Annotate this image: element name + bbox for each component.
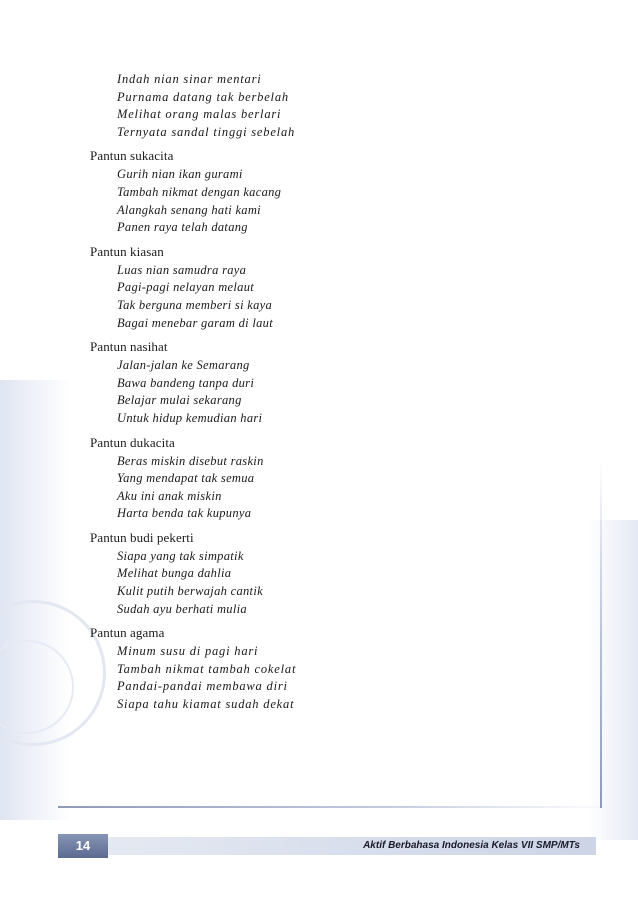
stanza-lines: [117, 453, 550, 523]
stanza-heading: Pantun budi pekerti: [90, 529, 194, 545]
stanza-heading: Pantun dukacita: [90, 434, 175, 450]
pantun-stanza: [90, 71, 550, 141]
stanza-lines: [117, 71, 550, 141]
pantun-stanza: [90, 529, 550, 618]
pantun-line: Purnama datang tak berbelah: [117, 89, 289, 104]
stanza-lines: [117, 166, 550, 236]
pantun-line: Luas nian samudra raya: [117, 262, 247, 277]
pantun-stanza: [90, 338, 550, 427]
background-decoration-right: [588, 520, 638, 840]
pantun-line: Alangkah senang hati kami: [117, 202, 261, 217]
pantun-stanza: [90, 624, 550, 713]
page-number: 14: [58, 834, 108, 858]
stanza-heading: Pantun sukacita: [90, 148, 174, 164]
pantun-line: Indah nian sinar mentari: [117, 72, 262, 86]
stanza-heading: Pantun nasihat: [90, 339, 168, 355]
pantun-line: Yang mendapat tak semua: [117, 471, 255, 486]
pantun-stanza: [90, 434, 550, 523]
pantun-line: Ternyata sandal tinggi sebelah: [117, 124, 296, 139]
pantun-line: Untuk hidup kemudian hari: [117, 410, 263, 425]
pantun-line: Beras miskin disebut raskin: [117, 453, 264, 468]
pantun-line: Siapa yang tak simpatik: [117, 548, 244, 563]
pantun-line: Melihat orang malas berlari: [117, 107, 282, 122]
page-frame-bottom: [58, 806, 614, 808]
pantun-line: Belajar mulai sekarang: [117, 393, 242, 408]
stanza-heading: Pantun kiasan: [90, 243, 164, 259]
pantun-line: Tambah nikmat tambah cokelat: [117, 661, 297, 676]
pantun-line: Kulit putih berwajah cantik: [117, 584, 263, 599]
pantun-line: Tak berguna memberi si kaya: [117, 297, 273, 312]
stanza-lines: [117, 262, 550, 332]
pantun-line: Minum susu di pagi hari: [117, 644, 259, 659]
pantun-line: Sudah ayu berhati mulia: [117, 601, 247, 616]
pantun-line: Tambah nikmat dengan kacang: [117, 184, 282, 199]
pantun-line: Gurih nian ikan gurami: [117, 167, 243, 182]
pantun-line: Bagai menebar garam di laut: [117, 315, 274, 330]
pantun-stanza: [90, 243, 550, 332]
pantun-line: Jalan-jalan ke Semarang: [117, 358, 250, 373]
pantun-stanza: [90, 147, 550, 236]
stanza-heading: Pantun agama: [90, 625, 165, 641]
stanza-lines: [117, 548, 550, 618]
book-title: Aktif Berbahasa Indonesia Kelas VII SMP/MTs: [363, 840, 580, 851]
pantun-line: Panen raya telah datang: [117, 220, 248, 235]
pantun-line: Aku ini anak miskin: [117, 488, 222, 503]
pantun-line: Pagi-pagi nelayan melaut: [117, 280, 255, 295]
pantun-line: Bawa bandeng tanpa duri: [117, 375, 255, 390]
pantun-line: Melihat bunga dahlia: [117, 566, 232, 581]
pantun-line: Siapa tahu kiamat sudah dekat: [117, 697, 295, 712]
stanza-lines: [117, 643, 550, 713]
page-frame-right: [600, 460, 602, 808]
pantun-line: Harta benda tak kupunya: [117, 506, 252, 521]
pantun-line: Pandai-pandai membawa diri: [117, 679, 288, 694]
stanza-lines: [117, 357, 550, 427]
pantun-list: [90, 71, 550, 718]
